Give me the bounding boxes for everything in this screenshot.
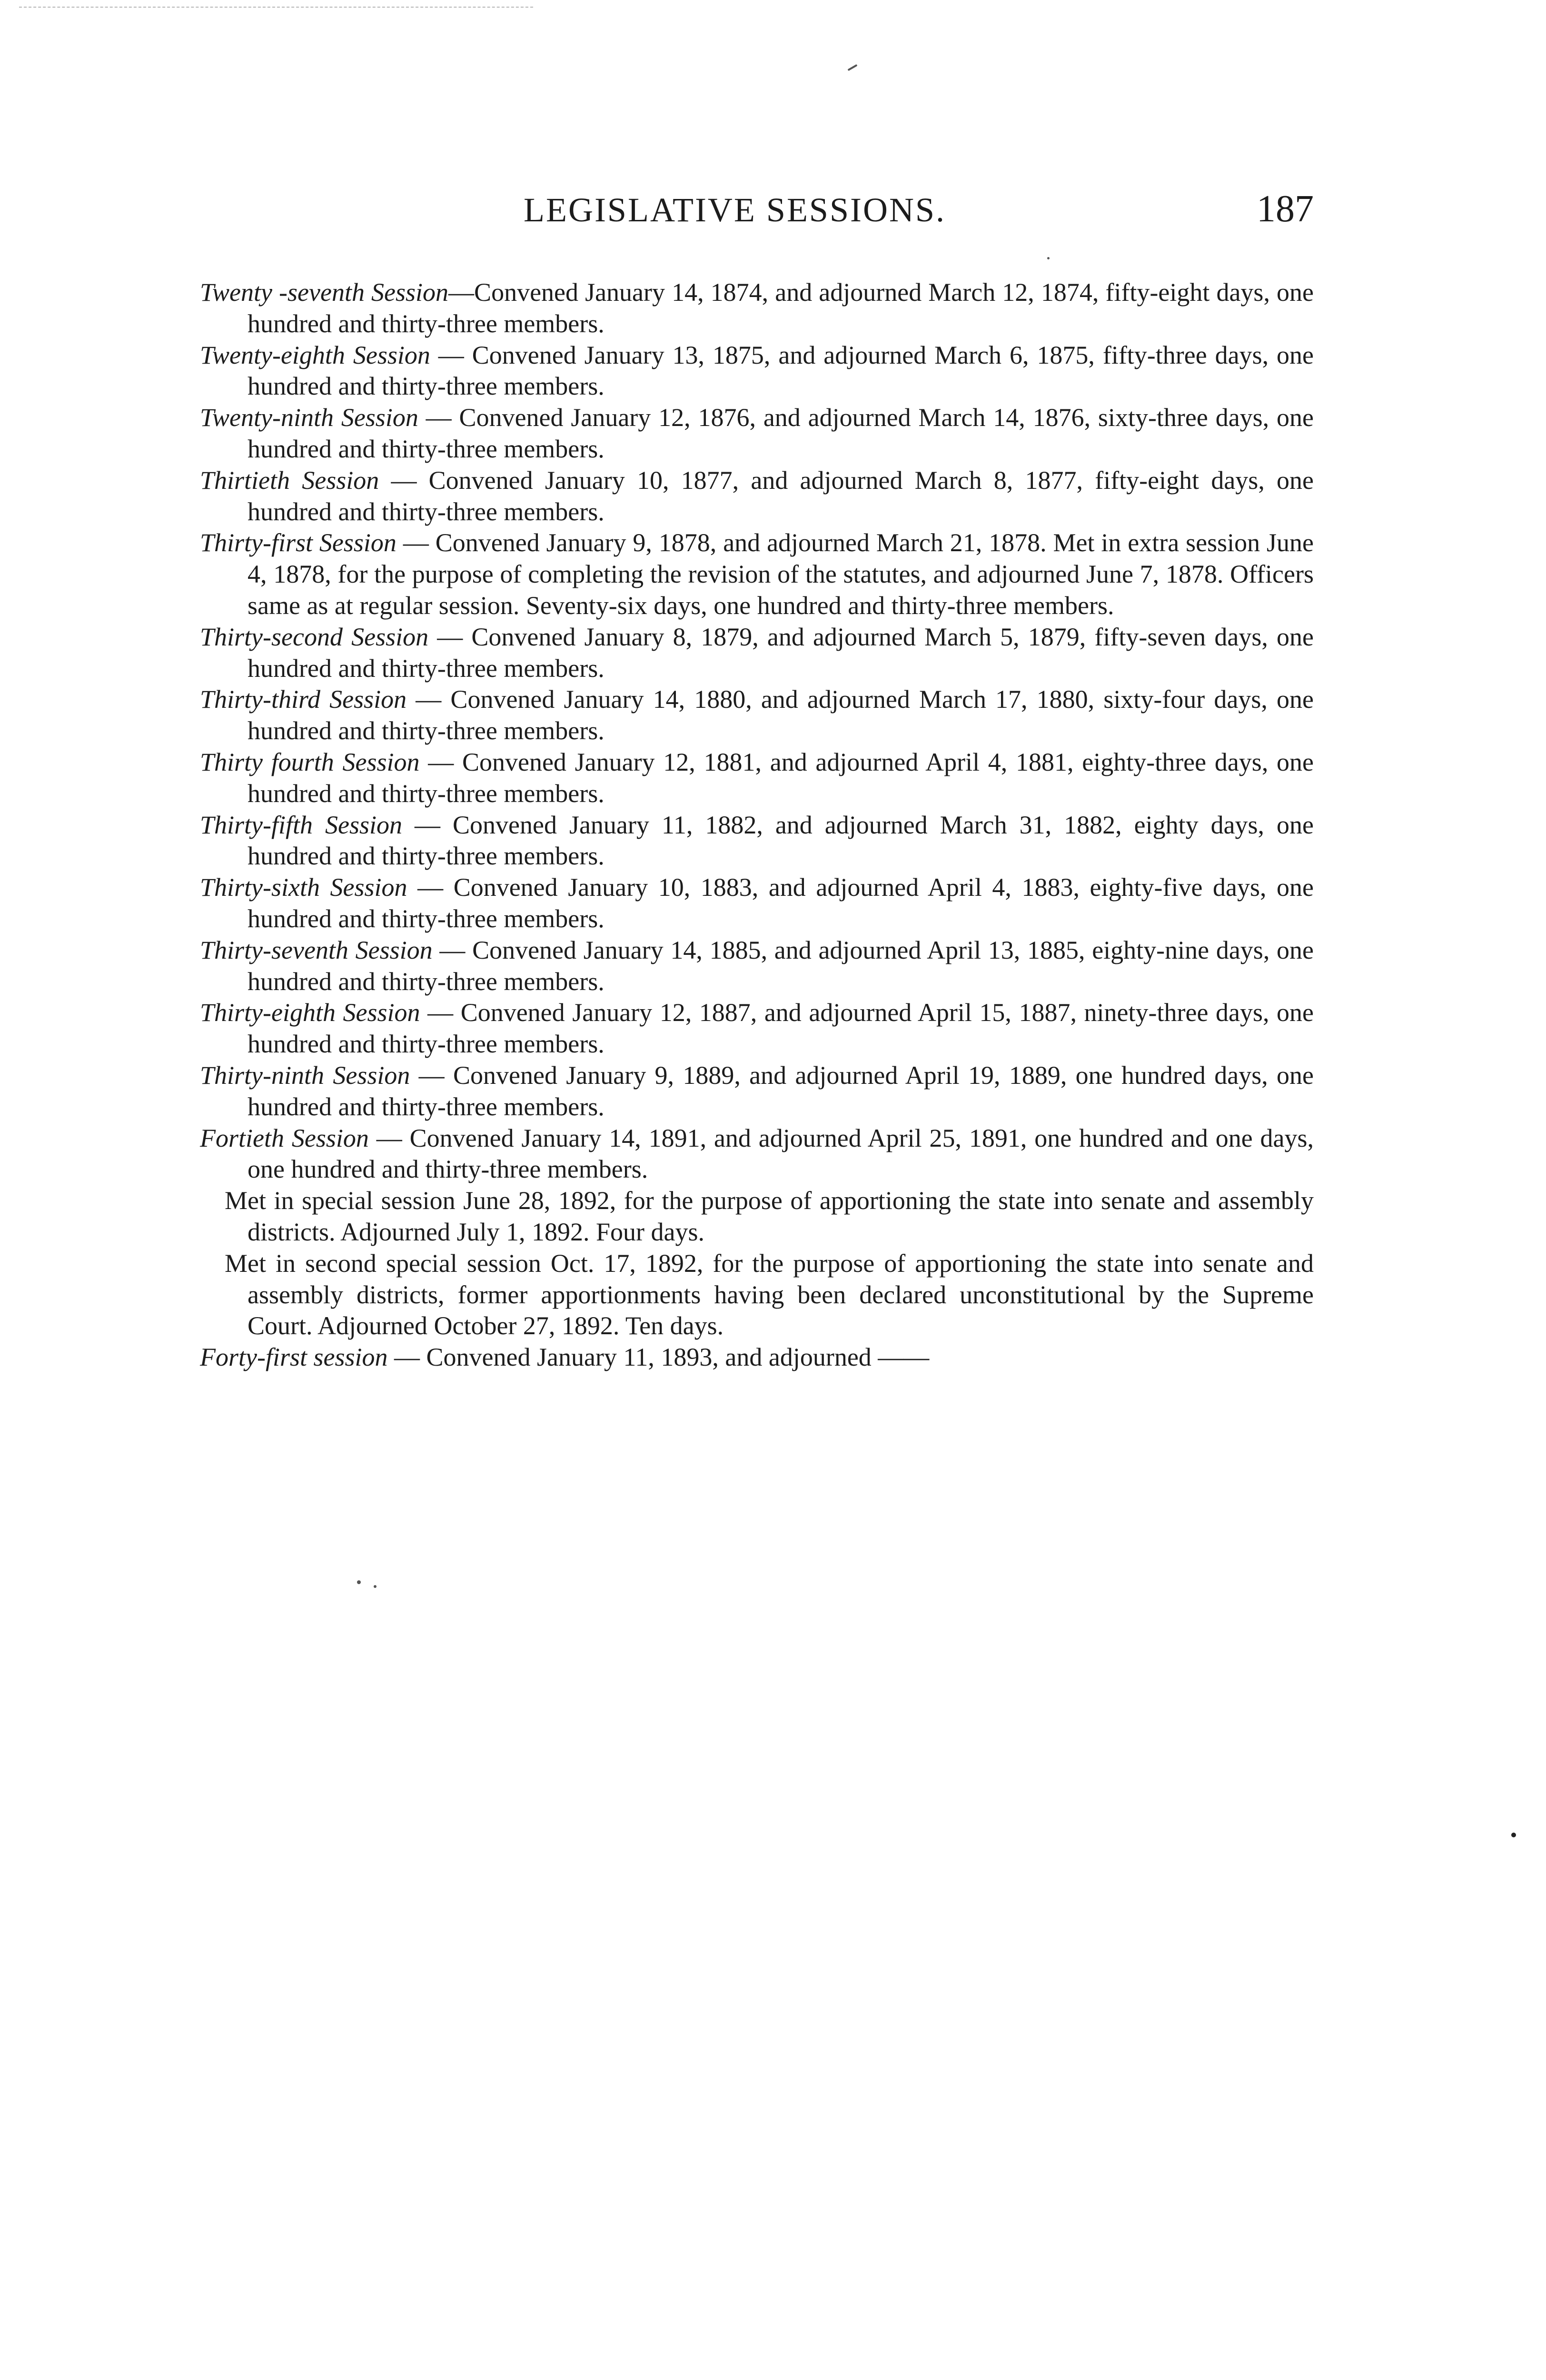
session-name: Thirty-third Session xyxy=(200,685,407,714)
session-entry xyxy=(200,1060,1314,1123)
separator-dash: — xyxy=(402,810,453,839)
session-text: Convened January 8, 1879, and adjourned March 5, 1879, fifty-seven days, one hundred and thirty-three members. xyxy=(248,622,1314,683)
separator-dash: — xyxy=(430,340,472,369)
separator-dash: — xyxy=(418,403,459,432)
session-name: Twenty -seventh Session xyxy=(200,278,449,307)
session-name: Thirty-ninth Session xyxy=(200,1061,410,1090)
session-entry xyxy=(200,465,1314,528)
session-name: Twenty-ninth Session xyxy=(200,403,418,432)
session-name: Thirty-sixth Session xyxy=(200,873,407,902)
separator-dash: — xyxy=(406,685,451,714)
session-name: Thirty-eighth Session xyxy=(200,998,420,1027)
session-entry xyxy=(200,622,1314,684)
session-entry xyxy=(200,872,1314,935)
scan-speck xyxy=(1511,1833,1516,1837)
scan-speck xyxy=(374,1585,377,1588)
separator-dash: — xyxy=(387,1343,426,1372)
session-entry xyxy=(200,935,1314,998)
session-text: Convened January 10, 1883, and adjourned April 4, 1883, eighty-five days, one hundred and thirty-three members. xyxy=(248,873,1314,933)
scan-edge-rule xyxy=(19,7,533,8)
scan-speck xyxy=(357,1580,361,1584)
session-entry xyxy=(200,402,1314,465)
separator-dash: — xyxy=(428,622,472,651)
session-name: Thirty-seventh Session xyxy=(200,935,433,964)
separator-dash: — xyxy=(379,466,429,495)
separator-dash: — xyxy=(396,528,436,557)
separator-dash: — xyxy=(407,873,454,902)
session-name: Thirty-second Session xyxy=(200,622,429,651)
separator-dash: — xyxy=(410,1061,453,1090)
separator-dash: — xyxy=(419,747,462,776)
scan-speck xyxy=(847,64,857,71)
session-name: Forty-first session xyxy=(200,1343,388,1372)
separator-dash: — xyxy=(432,935,473,964)
session-name: Thirty-fifth Session xyxy=(200,810,403,839)
session-text: Convened January 9, 1878, and adjourned March 21, 1878. Met in extra session June 4, 1878, for the purpose of completing the revision of the statutes, and adjourned June 7, 1878. Officers same as at regular session. Seventy-six days, one hundred and thirty-three members. xyxy=(248,528,1314,620)
separator-dash: — xyxy=(448,278,475,307)
special-session-note: Met in special session June 28, 1892, for the purpose of apportioning the state into senate and assembly districts. Adjourned July 1, 1892. Four days. xyxy=(225,1186,1314,1246)
session-name: Thirty fourth Session xyxy=(200,747,420,776)
session-entry xyxy=(200,997,1314,1060)
session-text: Convened January 14, 1880, and adjourned March 17, 1880, sixty-four days, one hundred and thirty-three members. xyxy=(248,685,1314,745)
session-entry xyxy=(200,684,1314,747)
session-name: Fortieth Session xyxy=(200,1123,369,1152)
session-list xyxy=(200,277,1314,1373)
session-text: Convened January 13, 1875, and adjourned March 6, 1875, fifty-three days, one hundred and thirty-three members. xyxy=(248,340,1314,401)
page-number: 187 xyxy=(1257,188,1314,230)
page-header xyxy=(524,190,1314,243)
session-text: Convened January 10, 1877, and adjourned March 8, 1877, fifty-eight days, one hundred and thirty-three members. xyxy=(248,466,1314,526)
session-entry-final xyxy=(200,1342,1314,1373)
session-text: Convened January 14, 1885, and adjourned April 13, 1885, eighty-nine days, one hundred and thirty-three members. xyxy=(248,935,1314,996)
session-entry xyxy=(200,1123,1314,1186)
session-name: Twenty-eighth Session xyxy=(200,340,430,369)
scan-speck xyxy=(1047,257,1050,259)
special-session-note: Met in second special session Oct. 17, 1892, for the purpose of apportioning the state into senate and assembly districts, former apportionments having been declared unconstitutional by the Supreme Court. Adjourned October 27, 1892. Ten days. xyxy=(225,1249,1314,1340)
session-entry xyxy=(200,810,1314,873)
session-name: Thirtieth Session xyxy=(200,466,379,495)
session-name: Thirty-first Session xyxy=(200,528,396,557)
session-entry xyxy=(200,340,1314,403)
session-text: Convened January 11, 1893, and adjourned —— xyxy=(426,1343,930,1372)
session-text: Convened January 14, 1891, and adjourned April 25, 1891, one hundred and one days, one hundred and thirty-three members. xyxy=(248,1123,1314,1184)
session-text: Convened January 14, 1874, and adjourned March 12, 1874, fifty-eight days, one hundred and thirty-three members. xyxy=(248,278,1314,338)
separator-dash: — xyxy=(368,1123,410,1152)
session-text: Convened January 9, 1889, and adjourned April 19, 1889, one hundred days, one hundred and thirty-three members. xyxy=(248,1061,1314,1121)
separator-dash: — xyxy=(420,998,461,1027)
session-entry xyxy=(200,747,1314,810)
session-text: Convened January 11, 1882, and adjourned March 31, 1882, eighty days, one hundred and thirty-three members. xyxy=(248,810,1314,871)
session-text: Convened January 12, 1887, and adjourned April 15, 1887, ninety-three days, one hundred and thirty-three members. xyxy=(248,998,1314,1059)
session-entry xyxy=(200,527,1314,621)
session-text: Convened January 12, 1881, and adjourned April 4, 1881, eighty-three days, one hundred and thirty-three members. xyxy=(248,747,1314,808)
running-title: LEGISLATIVE SESSIONS. xyxy=(524,191,946,229)
session-entry xyxy=(200,277,1314,340)
session-text: Convened January 12, 1876, and adjourned March 14, 1876, sixty-three days, one hundred and thirty-three members. xyxy=(248,403,1314,463)
